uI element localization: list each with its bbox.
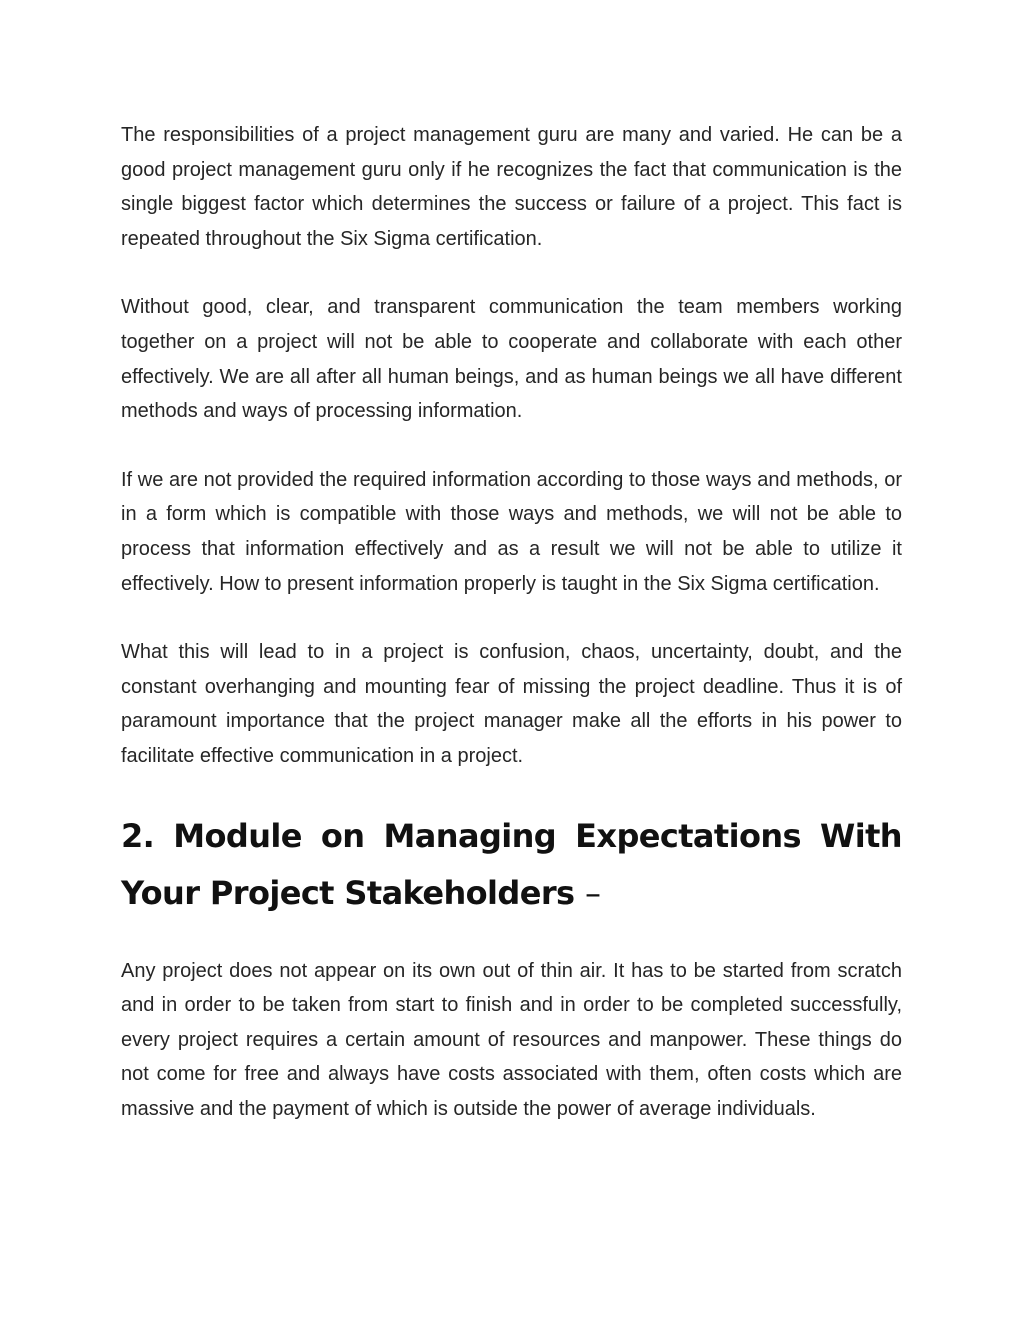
paragraph-resources: Any project does not appear on its own out of thin air. It has to be started from scratch and in order to be taken from start to finish and in order to be completed successfully, every project requires a certain amount of resources and manpower. These things do not come for free and always have costs associated with them, often costs which are massive and the payment of which is outside the power of average individuals. bbox=[121, 959, 902, 1120]
section-heading bbox=[121, 808, 902, 922]
paragraph-responsibilities: The responsibilities of a project management guru are many and varied. He can be a good project management guru only if he recognizes the fact that communication is the single biggest factor which determines the success or failure of a project. This fact is repeated throughout the Six Sigma certification. bbox=[121, 124, 902, 250]
document-page bbox=[121, 118, 902, 1160]
paragraph-confusion: What this will lead to in a project is confusion, chaos, uncertainty, doubt, and the constant overhanging and mounting fear of missing the project deadline. Thus it is of paramount importance that the project manager make all the efforts in his power to facilitate effective communication in a project. bbox=[121, 641, 902, 767]
paragraph-information: If we are not provided the required information according to those ways and methods, or in a form which is compatible with those ways and methods, we will not be able to process that information effectively and as a result we will not be able to utilize it effectively. How to present information properly is taught in the Six Sigma certification. bbox=[121, 468, 902, 595]
section-heading-text: 2. Module on Managing Expectations With Your Project Stakeholders bbox=[121, 816, 902, 912]
paragraph-communication: Without good, clear, and transparent communication the team members working together on a project will not be able to cooperate and collaborate with each other effectively. We are all after all human beings, and as human beings we all have different methods and ways of processing information. bbox=[121, 296, 902, 423]
section-heading-dash: – bbox=[585, 873, 601, 912]
